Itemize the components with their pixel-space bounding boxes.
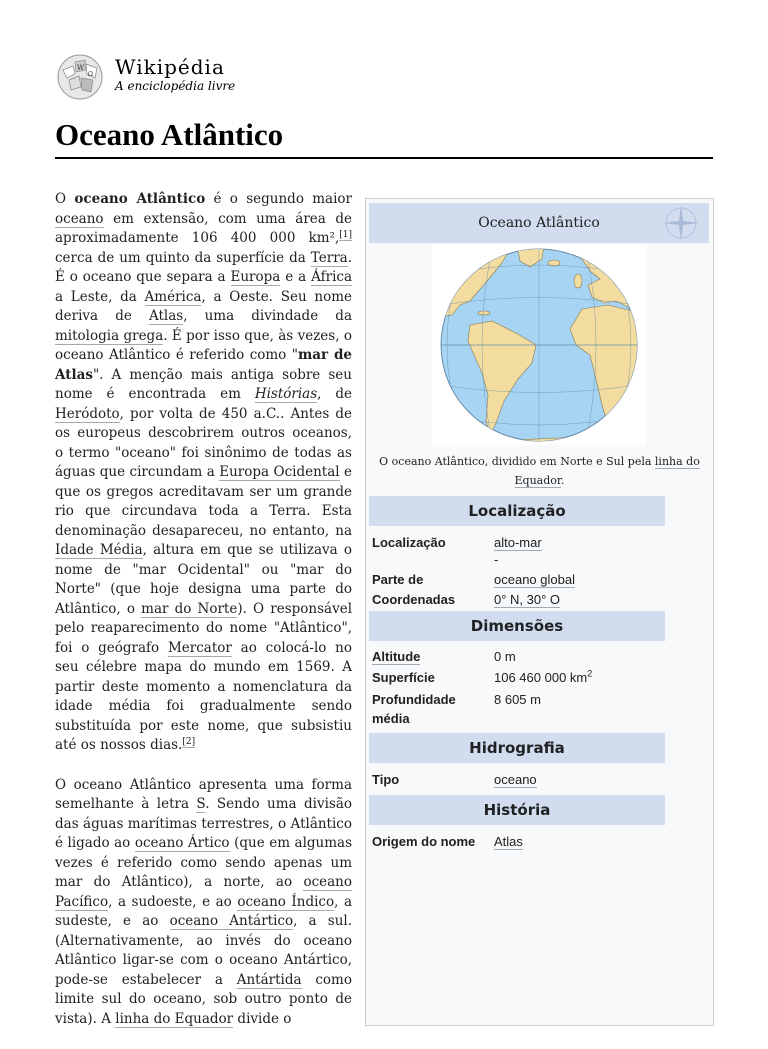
text-run: cerca de um quinto da superfície da — [55, 249, 311, 266]
article-link[interactable]: Mercator — [167, 639, 232, 656]
text-run: a Leste, da — [55, 288, 145, 305]
text-run: . É por isso que, às vezes, o oceano Atlântico é referido como " — [55, 327, 352, 363]
article-link[interactable]: oceano Índico — [237, 893, 335, 910]
text-run: , altura em que se utilizava o nome de "mar Ocidental" ou "mar do Norte" (que hoje designa uma parte do Atlântico, o — [55, 542, 352, 617]
coordinates-link[interactable]: 0° N, 30° O — [494, 592, 561, 607]
bold-term: mar de Atlas — [55, 347, 352, 383]
infobox — [365, 198, 714, 1026]
text-run: é o segundo maior — [205, 191, 352, 207]
text-run: e que os gregos acreditavam ser um grande rio que circundava toda a Terra. Esta denominação desapareceu, no entanto, na — [55, 464, 352, 539]
equator-link[interactable]: linha do Equador — [514, 455, 700, 487]
text-run: ). O responsável pelo reaparecimento do nome "Atlântico", foi o geógrafo — [55, 600, 353, 656]
article-link[interactable]: S — [196, 796, 206, 812]
paragraph — [55, 776, 352, 1030]
article-link[interactable]: África — [311, 269, 352, 285]
article-link[interactable]: oceano Ártico — [134, 835, 230, 851]
oceano-global-link[interactable]: oceano global — [494, 572, 575, 587]
text-run: ao colocá-lo no seu célebre mapa do mundo em 1569. A partir deste momento a nomenclatura da idade média foi gradualmente sendo substituída por este nome, que subsistiu até os nossos dias. — [55, 639, 352, 753]
citation-link[interactable]: [1] — [339, 229, 352, 240]
infobox-row-origem: Origem do nome Atlas — [372, 834, 523, 849]
text-run: ". A menção mais antiga sobre seu nome é encontrada em — [55, 366, 352, 402]
text-run: em extensão, com uma área de aproximadamente 106 400 000 km², — [55, 210, 352, 246]
citation-link[interactable]: [2] — [182, 736, 196, 747]
article-link[interactable]: Antártida — [236, 971, 302, 988]
infobox-caption: O oceano Atlântico, dividido em Norte e Sul pela linha do Equador. — [379, 455, 700, 487]
article-link[interactable]: oceano — [55, 210, 104, 227]
site-tagline: A enciclopédia livre — [115, 79, 236, 93]
paragraph — [55, 190, 352, 756]
text-run: O oceano Atlântico apresenta uma forma semelhante à letra — [55, 776, 352, 812]
article-link[interactable]: Idade Média — [55, 542, 143, 558]
text-run: , por volta de 450 a.C.. Antes de os europeus descobrirem outros oceanos, o termo "oceano" foi sinônimo de todas as águas que circundam a — [55, 405, 352, 480]
article-link[interactable]: Terra — [310, 249, 348, 266]
compass-rose-icon — [659, 203, 703, 243]
svg-text:Ω: Ω — [88, 71, 93, 78]
citation — [339, 230, 352, 241]
text-run: . É o oceano que separa a — [55, 249, 352, 285]
alto-mar-link[interactable]: alto-mar — [494, 535, 542, 550]
article-link[interactable]: linha do Equador — [115, 1010, 234, 1027]
text-run: , a sudeste, e ao — [55, 893, 352, 929]
text-run: , de — [317, 386, 352, 402]
section-header-dimensoes: Dimensões — [369, 611, 665, 641]
infobox-row-coordenadas: Coordenadas 0° N, 30° O — [372, 592, 561, 607]
infobox-row-parte: Parte de oceano global — [372, 572, 575, 587]
article-link[interactable]: América — [144, 288, 202, 305]
oceano-type-link[interactable]: oceano — [494, 772, 537, 787]
atlas-link[interactable]: Atlas — [494, 834, 523, 849]
infobox-row-altitude: Altitude 0 m — [372, 649, 516, 664]
article-link[interactable]: oceano Pacífico — [55, 874, 352, 910]
altitude-link[interactable]: Altitude — [372, 649, 421, 664]
article-link[interactable]: mar do Norte — [141, 600, 238, 617]
wikipedia-globe-logo[interactable] — [55, 52, 105, 102]
text-run: . Sendo uma divisão das águas marítimas terrestres, o Atlântico é ligado ao — [55, 796, 352, 851]
site-header — [55, 52, 355, 102]
site-wordmark[interactable]: Wikipédia — [115, 55, 225, 79]
article-link[interactable]: Histórias — [254, 386, 318, 402]
text-run: , uma divindade da — [183, 308, 352, 324]
page-title: Oceano Atlântico — [55, 117, 284, 152]
infobox-title: Oceano Atlântico — [369, 203, 709, 243]
text-run: , a sudoeste, e ao — [108, 893, 238, 910]
bold-term: oceano Atlântico — [74, 191, 206, 207]
infobox-row-profundidade: Profundidade média 8 605 m — [372, 692, 541, 726]
article-link[interactable]: Europa Ocidental — [219, 464, 340, 480]
article-body — [55, 190, 352, 1049]
section-header-localizacao: Localização — [369, 496, 665, 526]
text-run: , a sul. (Alternativamente, ao invés do oceano Atlântico ligar-se com o oceano Antártico, pode-se estabelecer a — [55, 913, 352, 988]
citation — [182, 737, 195, 748]
text-run: O — [55, 191, 75, 207]
article-link[interactable]: mitologia grega — [55, 327, 164, 344]
svg-text:W: W — [77, 64, 85, 72]
infobox-row-superficie: Superfície 106 460 000 $km^2$ — [372, 668, 593, 685]
text-run: , a Oeste. Seu nome deriva de — [55, 288, 352, 324]
article-link[interactable]: Heródoto — [55, 405, 120, 422]
article-link[interactable]: oceano Antártico — [169, 913, 294, 929]
text-run: divide o — [233, 1010, 292, 1027]
text-run: e a — [280, 269, 312, 285]
infobox-row-localizacao: Localização alto-mar - — [372, 535, 542, 567]
article-link[interactable]: Europa — [230, 269, 281, 285]
atlantic-ocean-map[interactable] — [432, 245, 646, 445]
text-run: (que em algumas vezes é referido como sendo apenas um mar do Atlântico), a norte, ao — [55, 835, 352, 890]
section-header-historia: História — [369, 795, 665, 825]
article-link[interactable]: Atlas — [148, 308, 184, 324]
infobox-row-tipo: Tipo oceano — [372, 772, 537, 787]
text-run: como limite sul do oceano, sob outro ponto de vista). A — [55, 971, 352, 1027]
title-divider — [55, 157, 713, 159]
section-header-hidrografia: Hidrografia — [369, 733, 665, 763]
